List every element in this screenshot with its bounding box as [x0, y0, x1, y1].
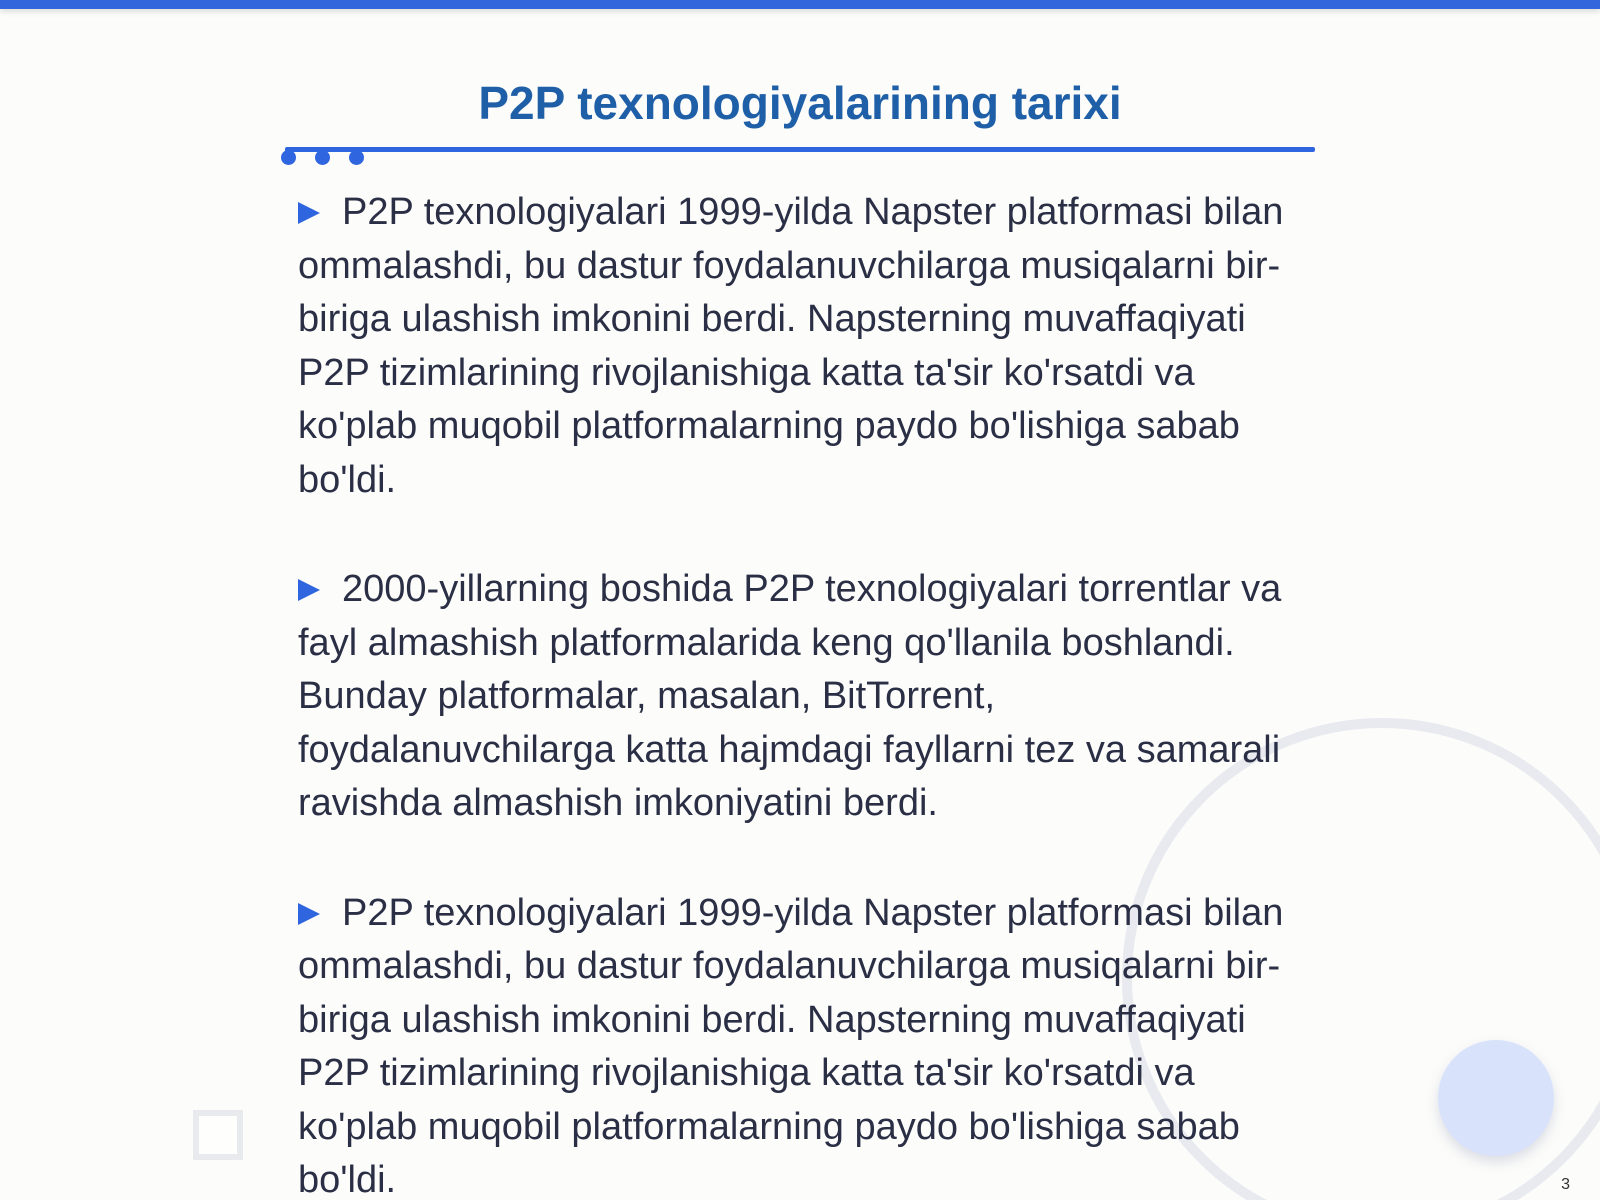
triangle-bullet-icon: [298, 903, 320, 925]
slide-body: [298, 186, 1288, 1200]
decorative-dot: [349, 150, 364, 165]
bullet-paragraph: [298, 563, 1288, 831]
page-number: 3: [1561, 1176, 1570, 1193]
bullet-paragraph: [298, 186, 1288, 507]
decorative-circle: [1438, 1040, 1554, 1156]
bullet-paragraph: [298, 887, 1288, 1200]
paragraph-text: P2P texnologiyalari 1999-yilda Napster platformasi bilan ommalashdi, bu dastur foydalanuvchilarga musiqalarni bir-biriga ulashish imkonini berdi. Napsterning muvaffaqiyati P2P tizimlarining rivojlanishiga katta ta'sir ko'rsatdi va ko'plab muqobil platformalarning paydo bo'lishiga sabab bo'ldi.: [298, 891, 1284, 1200]
paragraph-text: 2000-yillarning boshida P2P texnologiyalari torrentlar va fayl almashish platformalarida keng qo'llanila boshlandi. Bunday platformalar, masalan, BitTorrent, foydalanuvchilarga katta hajmdagi fayllarni tez va samarali ravishda almashish imkoniyatini berdi.: [298, 568, 1282, 824]
title-underline: [285, 147, 1315, 152]
decorative-square: [193, 1110, 243, 1160]
paragraph-text: P2P texnologiyalari 1999-yilda Napster platformasi bilan ommalashdi, bu dastur foydalanuvchilarga musiqalarni bir-biriga ulashish imkonini berdi. Napsterning muvaffaqiyati P2P tizimlarining rivojlanishiga katta ta'sir ko'rsatdi va ko'plab muqobil platformalarning paydo bo'lishiga sabab bo'ldi.: [298, 191, 1284, 501]
top-accent-bar: [0, 0, 1600, 9]
slide-title: P2P texnologiyalarining tarixi: [478, 77, 1122, 129]
decorative-dot: [315, 150, 330, 165]
triangle-bullet-icon: [298, 202, 320, 224]
decorative-dot: [281, 150, 296, 165]
triangle-bullet-icon: [298, 579, 320, 601]
